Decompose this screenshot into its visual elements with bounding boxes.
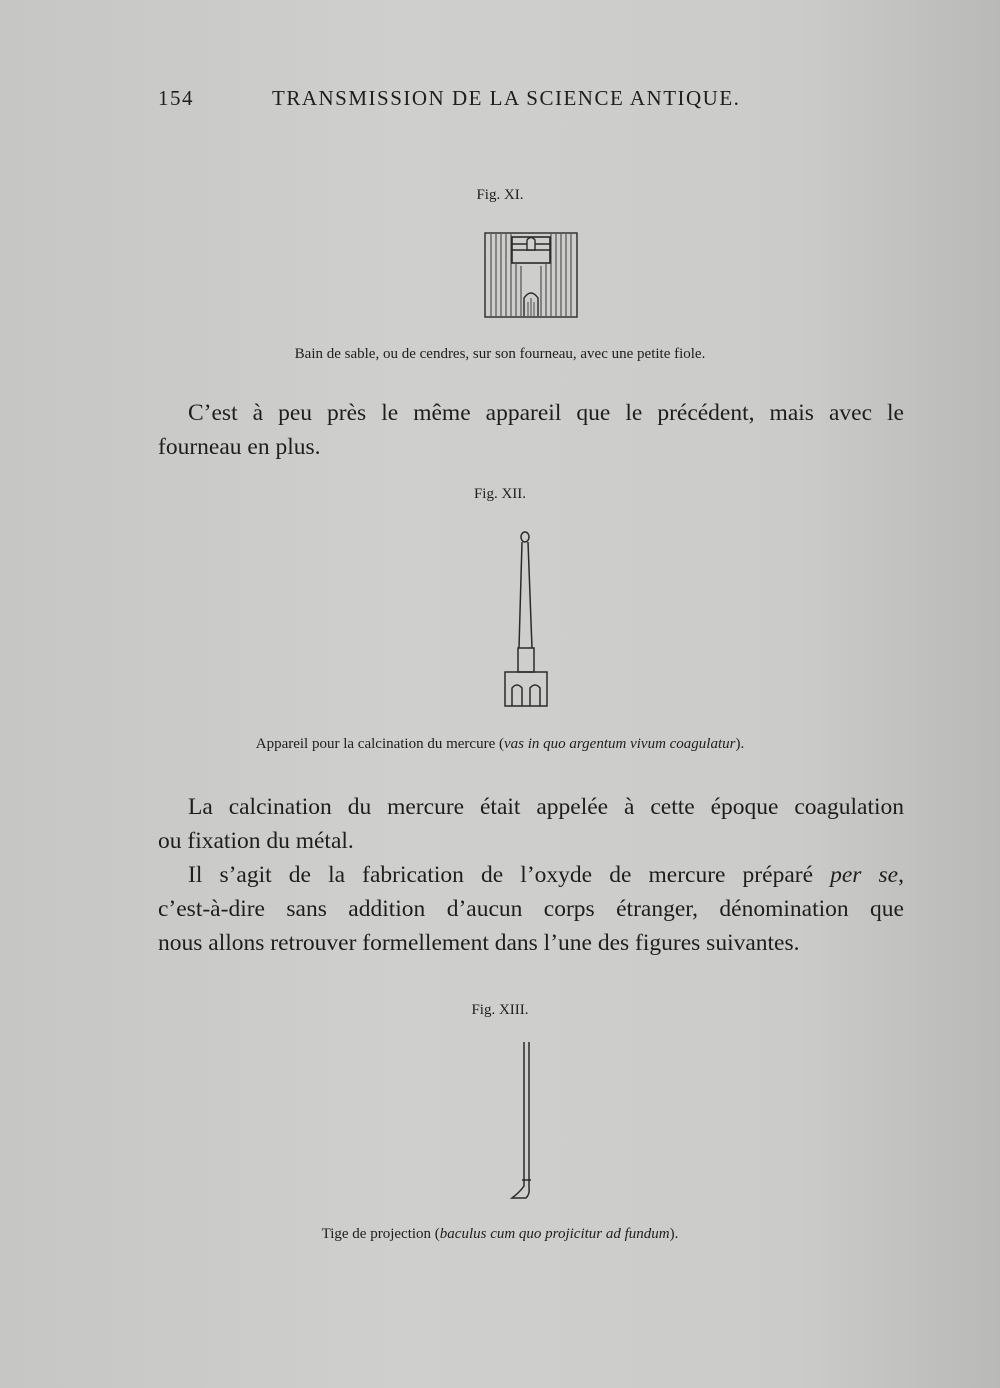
figure-13-caption-latin: baculus cum quo projicitur ad fundum bbox=[439, 1226, 670, 1242]
paragraph-3-line-2: c’est-à-dire sans addition d’aucun corps étranger, dénomination que bbox=[158, 896, 904, 922]
paragraph-3-line-1 bbox=[158, 858, 904, 892]
running-header bbox=[158, 86, 798, 116]
figure-12-caption-latin: vas in quo argentum vivum coagulatur bbox=[503, 736, 736, 752]
figure-13-projection-rod-illustration bbox=[508, 1040, 538, 1204]
running-title: TRANSMISSION DE LA SCIENCE ANTIQUE. bbox=[272, 86, 741, 110]
figure-11-label: Fig. XI. bbox=[476, 187, 524, 203]
figure-11-sand-bath-illustration bbox=[484, 232, 578, 318]
figure-12-calcination-apparatus-illustration bbox=[502, 530, 552, 710]
figure-12-caption-end: ). bbox=[735, 736, 745, 752]
paragraph-3-line-3: nous allons retrouver formellement dans l’une des figures suivantes. bbox=[158, 930, 800, 956]
paragraph-3 bbox=[158, 858, 904, 960]
paragraph-3-line-1-text: Il s’agit de la fabrication de l’oxyde de mercure préparé bbox=[188, 862, 831, 888]
paragraph-2-line-2: ou fixation du métal. bbox=[158, 828, 354, 854]
page-number: 154 bbox=[158, 86, 194, 110]
paragraph-3-per-se: per se bbox=[830, 862, 899, 888]
figure-12-label: Fig. XII. bbox=[473, 486, 527, 502]
paragraph-2-line-1: La calcination du mercure était appelée à cette époque coagulation bbox=[188, 794, 904, 820]
figure-13-label: Fig. XIII. bbox=[471, 1002, 529, 1018]
figure-12-caption bbox=[0, 736, 1000, 753]
paragraph-1-line-2: fourneau en plus. bbox=[158, 434, 321, 460]
paragraph-3-line-1-comma: , bbox=[898, 862, 904, 888]
figure-13-caption-end: ). bbox=[669, 1226, 679, 1242]
figure-11-caption: Bain de sable, ou de cendres, sur son fourneau, avec une petite fiole. bbox=[294, 346, 706, 362]
paragraph-2 bbox=[158, 790, 904, 858]
paragraph-1 bbox=[158, 396, 904, 464]
figure-13-caption bbox=[0, 1226, 1000, 1243]
paragraph-1-line-1: C’est à peu près le même appareil que le précédent, mais avec le bbox=[188, 400, 904, 426]
figure-13-caption-text: Tige de projection ( bbox=[321, 1226, 440, 1242]
figure-12-caption-text: Appareil pour la calcination du mercure ( bbox=[255, 736, 504, 752]
